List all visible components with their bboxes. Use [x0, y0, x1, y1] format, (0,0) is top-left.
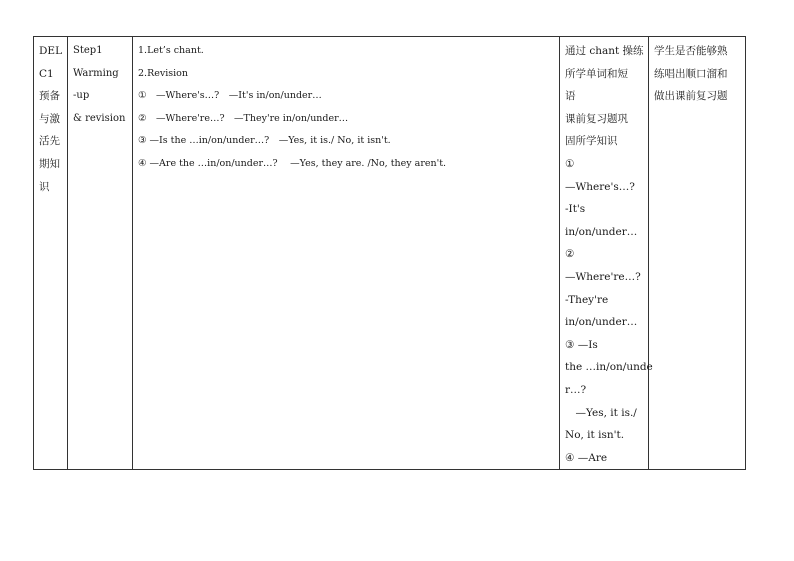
activity-line: 1.Let’s chant. — [138, 45, 204, 56]
purpose-line: 课前复习题巩 — [565, 112, 628, 125]
purpose-line: ① — [565, 157, 575, 170]
purpose-line: -It's — [565, 203, 586, 216]
purpose-line: 语 — [565, 90, 576, 103]
activity-line: ④ —Are the …in/on/under…? —Yes, they are. /No, they aren't. — [138, 157, 447, 169]
step-cell — [68, 37, 133, 470]
stage-line: 活先 — [39, 135, 60, 148]
stage-line: C1 — [39, 67, 54, 80]
step-line: Step1 — [73, 45, 103, 56]
activity-line: ① —Where's…? —It's in/on/under… — [138, 90, 322, 102]
stage-cell — [34, 37, 68, 470]
purpose-line: 固所学知识 — [565, 135, 618, 148]
activity-line: ③ —Is the …in/on/under…? —Yes, it is./ No, it isn't. — [138, 135, 391, 147]
evaluation-line: 学生是否能够熟 — [654, 45, 728, 57]
evaluation-cell — [649, 37, 746, 470]
purpose-line: —Where's…? — [565, 180, 635, 193]
step-line: & revision — [73, 112, 126, 124]
purpose-line: ② — [565, 248, 575, 261]
purpose-line: 通过 chant 操练 — [565, 45, 644, 57]
stage-line: 识 — [39, 180, 50, 193]
stage-line: 与激 — [39, 112, 60, 125]
stage-line: 预备 — [39, 90, 60, 103]
evaluation-line: 练唱出顺口溜和 — [654, 67, 728, 80]
purpose-line: -They're — [565, 293, 609, 306]
purpose-line: the …in/on/unde — [565, 361, 653, 374]
table-row — [34, 37, 746, 470]
purpose-line: r…? — [565, 383, 587, 396]
step-line: -up — [73, 90, 90, 102]
stage-line: DEL — [39, 45, 63, 57]
evaluation-line: 做出课前复习题 — [654, 90, 728, 103]
purpose-line: in/on/under… — [565, 225, 638, 238]
purpose-line: —Yes, it is./ — [565, 406, 637, 419]
purpose-cell — [560, 37, 653, 470]
purpose-line: in/on/under… — [565, 316, 638, 329]
purpose-line: ③ —Is — [565, 338, 598, 351]
activities-cell — [133, 37, 560, 470]
purpose-line: No, it isn't. — [565, 429, 625, 442]
purpose-line: 所学单词和短 — [565, 67, 628, 80]
stage-line: 期知 — [39, 157, 60, 170]
activity-line: ② —Where're…? —They're in/on/under… — [138, 112, 349, 124]
lesson-plan-table — [33, 36, 746, 470]
activity-line: 2.Revision — [138, 67, 188, 79]
step-line: Warming — [73, 67, 119, 79]
purpose-line: ④ —Are — [565, 451, 608, 464]
purpose-line: —Where're…? — [565, 270, 641, 283]
